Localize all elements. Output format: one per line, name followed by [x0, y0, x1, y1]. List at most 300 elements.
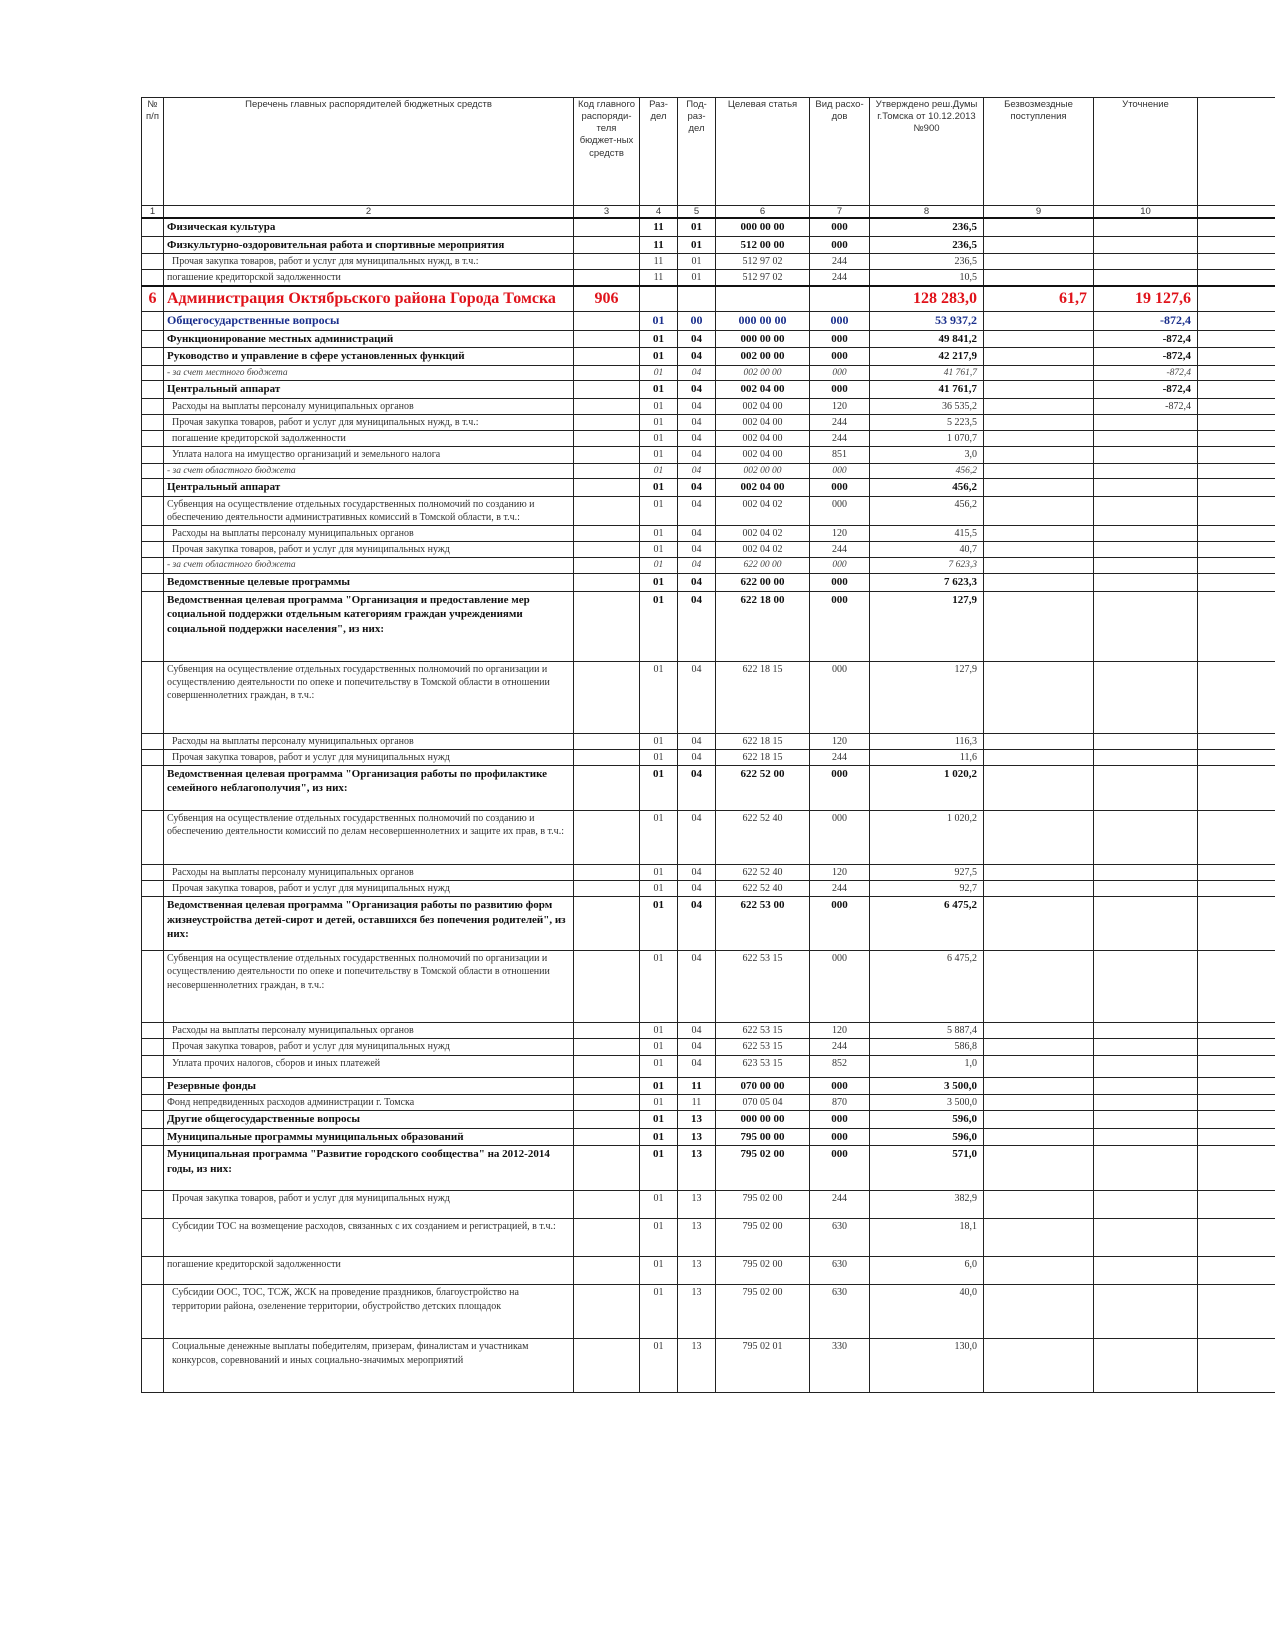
row-num — [142, 864, 164, 880]
table-row — [142, 897, 1275, 951]
row-clarify — [1094, 1077, 1198, 1095]
row-code — [574, 810, 640, 864]
row-approved: 596,0 — [870, 1111, 984, 1129]
row-podrazdel: 04 — [678, 463, 716, 479]
row-podrazdel: 13 — [678, 1257, 716, 1285]
row-vid: 000 — [810, 810, 870, 864]
budget-table — [141, 97, 1275, 1393]
row-num — [142, 591, 164, 661]
row-target: 622 18 00 — [716, 591, 810, 661]
row-razdel: 01 — [640, 398, 678, 414]
row-name: - за счет местного бюджета — [164, 365, 574, 381]
row-vid: 244 — [810, 415, 870, 431]
row-podrazdel: 01 — [678, 254, 716, 270]
row-vid: 244 — [810, 881, 870, 897]
row-target: 002 04 00 — [716, 431, 810, 447]
row-code — [574, 661, 640, 733]
row-name: погашение кредиторской задолженности — [164, 431, 574, 447]
row-extra — [1198, 1077, 1275, 1095]
row-razdel: 01 — [640, 1111, 678, 1129]
row-extra — [1198, 1128, 1275, 1146]
row-vid: 120 — [810, 733, 870, 749]
row-name: Субсидии ООС, ТОС, ТСЖ, ЖСК на проведение праздников, благоустройство на территории района, озеленение территории, обустройство детских площадок — [164, 1285, 574, 1339]
row-razdel: 01 — [640, 1128, 678, 1146]
row-target: 622 53 00 — [716, 897, 810, 951]
header-name: Перечень главных распорядителей бюджетных средств — [164, 98, 574, 206]
row-clarify — [1094, 1257, 1198, 1285]
table-row — [142, 348, 1275, 366]
row-clarify — [1094, 1128, 1198, 1146]
row-name: Функционирование местных администраций — [164, 330, 574, 348]
row-podrazdel: 04 — [678, 733, 716, 749]
row-vid: 000 — [810, 897, 870, 951]
table-row — [142, 218, 1275, 236]
row-approved: 236,5 — [870, 218, 984, 236]
row-vid: 630 — [810, 1285, 870, 1339]
row-clarify — [1094, 881, 1198, 897]
row-razdel: 01 — [640, 765, 678, 810]
row-free — [984, 1039, 1094, 1055]
row-extra — [1198, 254, 1275, 270]
row-code — [574, 1257, 640, 1285]
row-podrazdel: 04 — [678, 479, 716, 497]
row-code — [574, 1077, 640, 1095]
row-num — [142, 348, 164, 366]
row-approved: 596,0 — [870, 1128, 984, 1146]
row-razdel: 01 — [640, 447, 678, 463]
row-podrazdel: 04 — [678, 864, 716, 880]
row-free — [984, 381, 1094, 399]
row-free — [984, 881, 1094, 897]
row-num — [142, 542, 164, 558]
row-podrazdel: 04 — [678, 526, 716, 542]
col-num-1: 1 — [142, 206, 164, 219]
row-target: 002 00 00 — [716, 463, 810, 479]
col-num-3: 3 — [574, 206, 640, 219]
row-free — [984, 526, 1094, 542]
row-razdel: 01 — [640, 1023, 678, 1039]
row-podrazdel: 04 — [678, 447, 716, 463]
row-clarify — [1094, 661, 1198, 733]
table-row — [142, 1219, 1275, 1257]
row-razdel: 01 — [640, 1339, 678, 1393]
table-row — [142, 558, 1275, 574]
row-target: 002 04 00 — [716, 479, 810, 497]
row-num — [142, 1055, 164, 1077]
row-code — [574, 463, 640, 479]
row-clarify: -872,4 — [1094, 398, 1198, 414]
row-razdel: 01 — [640, 330, 678, 348]
row-target: 002 04 02 — [716, 496, 810, 525]
row-clarify — [1094, 733, 1198, 749]
table-row — [142, 1285, 1275, 1339]
row-podrazdel: 04 — [678, 365, 716, 381]
row-num — [142, 1023, 164, 1039]
row-free — [984, 1095, 1094, 1111]
table-row — [142, 270, 1275, 287]
row-num — [142, 1219, 164, 1257]
row-name: Расходы на выплаты персоналу муниципальных органов — [164, 1023, 574, 1039]
row-name: Социальные денежные выплаты победителям, призерам, финалистам и участникам конкурсов, соревнований и иных социально-значимых мероприятий — [164, 1339, 574, 1393]
col-num-8: 8 — [870, 206, 984, 219]
row-free — [984, 810, 1094, 864]
row-podrazdel: 04 — [678, 765, 716, 810]
col-num-7: 7 — [810, 206, 870, 219]
row-approved: 127,9 — [870, 591, 984, 661]
row-approved: 5 223,5 — [870, 415, 984, 431]
row-name: Прочая закупка товаров, работ и услуг для муниципальных нужд, в т.ч.: — [164, 415, 574, 431]
row-free — [984, 431, 1094, 447]
header-approved: Утверждено реш.Думы г.Томска от 10.12.2013 №900 — [870, 98, 984, 206]
row-code — [574, 951, 640, 1023]
row-target: 002 04 02 — [716, 526, 810, 542]
row-free — [984, 270, 1094, 287]
row-clarify — [1094, 1055, 1198, 1077]
row-name: Расходы на выплаты персоналу муниципальных органов — [164, 864, 574, 880]
row-approved: 40,7 — [870, 542, 984, 558]
col-num-2: 2 — [164, 206, 574, 219]
header-target: Целевая статья — [716, 98, 810, 206]
row-razdel: 11 — [640, 218, 678, 236]
row-free — [984, 573, 1094, 591]
row-name: Прочая закупка товаров, работ и услуг для муниципальных нужд — [164, 1191, 574, 1219]
row-num — [142, 526, 164, 542]
row-clarify: -872,4 — [1094, 348, 1198, 366]
row-clarify — [1094, 1339, 1198, 1393]
row-free — [984, 254, 1094, 270]
row-name: Прочая закупка товаров, работ и услуг для муниципальных нужд — [164, 542, 574, 558]
row-clarify — [1094, 463, 1198, 479]
row-name: Расходы на выплаты персоналу муниципальных органов — [164, 398, 574, 414]
row-podrazdel: 04 — [678, 558, 716, 574]
row-target: 622 18 15 — [716, 749, 810, 765]
row-free — [984, 398, 1094, 414]
row-extra — [1198, 286, 1275, 311]
row-free — [984, 765, 1094, 810]
row-extra — [1198, 1055, 1275, 1077]
row-clarify — [1094, 1023, 1198, 1039]
row-podrazdel: 13 — [678, 1339, 716, 1393]
row-free — [984, 236, 1094, 254]
row-free — [984, 951, 1094, 1023]
row-podrazdel: 04 — [678, 1055, 716, 1077]
row-target: 002 04 00 — [716, 447, 810, 463]
table-row — [142, 749, 1275, 765]
row-vid: 244 — [810, 431, 870, 447]
row-approved: 49 841,2 — [870, 330, 984, 348]
table-row — [142, 1146, 1275, 1191]
row-target: 622 53 15 — [716, 1039, 810, 1055]
row-num — [142, 312, 164, 331]
row-num — [142, 365, 164, 381]
org-row — [142, 286, 1275, 311]
row-free — [984, 864, 1094, 880]
row-razdel: 01 — [640, 312, 678, 331]
row-free — [984, 1191, 1094, 1219]
row-num — [142, 1095, 164, 1111]
budget-table-sheet — [141, 97, 1275, 1393]
row-target: 002 00 00 — [716, 365, 810, 381]
row-vid: 244 — [810, 749, 870, 765]
row-extra — [1198, 312, 1275, 331]
row-target — [716, 286, 810, 311]
row-clarify — [1094, 810, 1198, 864]
row-vid: 244 — [810, 1191, 870, 1219]
row-num — [142, 1285, 164, 1339]
row-free — [984, 558, 1094, 574]
row-clarify — [1094, 526, 1198, 542]
row-code — [574, 381, 640, 399]
row-approved: 927,5 — [870, 864, 984, 880]
row-approved: 11,6 — [870, 749, 984, 765]
row-approved: 6 475,2 — [870, 951, 984, 1023]
row-code — [574, 431, 640, 447]
row-target: 622 00 00 — [716, 573, 810, 591]
row-podrazdel: 13 — [678, 1285, 716, 1339]
row-free — [984, 1077, 1094, 1095]
row-clarify — [1094, 558, 1198, 574]
row-extra — [1198, 881, 1275, 897]
row-extra — [1198, 1285, 1275, 1339]
row-podrazdel: 04 — [678, 542, 716, 558]
header-row — [142, 98, 1275, 206]
row-podrazdel: 04 — [678, 573, 716, 591]
table-row — [142, 463, 1275, 479]
row-vid: 120 — [810, 864, 870, 880]
row-vid: 000 — [810, 558, 870, 574]
row-razdel: 01 — [640, 1146, 678, 1191]
row-podrazdel: 13 — [678, 1219, 716, 1257]
row-free — [984, 1285, 1094, 1339]
column-number-row — [142, 206, 1275, 219]
row-razdel: 01 — [640, 479, 678, 497]
row-num — [142, 765, 164, 810]
row-approved: 128 283,0 — [870, 286, 984, 311]
row-target: 000 00 00 — [716, 1111, 810, 1129]
row-vid: 000 — [810, 381, 870, 399]
row-razdel: 01 — [640, 1077, 678, 1095]
row-vid: 851 — [810, 447, 870, 463]
row-clarify — [1094, 431, 1198, 447]
row-code — [574, 236, 640, 254]
row-podrazdel: 04 — [678, 897, 716, 951]
row-extra — [1198, 897, 1275, 951]
row-clarify — [1094, 765, 1198, 810]
row-target: 002 04 02 — [716, 542, 810, 558]
row-clarify — [1094, 573, 1198, 591]
row-vid: 244 — [810, 254, 870, 270]
row-vid: 120 — [810, 526, 870, 542]
row-extra — [1198, 733, 1275, 749]
row-free — [984, 330, 1094, 348]
row-target: 622 52 40 — [716, 864, 810, 880]
row-vid: 000 — [810, 1077, 870, 1095]
table-row — [142, 864, 1275, 880]
row-num — [142, 1191, 164, 1219]
row-code — [574, 312, 640, 331]
row-code — [574, 1039, 640, 1055]
row-approved: 18,1 — [870, 1219, 984, 1257]
row-razdel: 01 — [640, 864, 678, 880]
row-name: - за счет областного бюджета — [164, 463, 574, 479]
row-podrazdel: 04 — [678, 348, 716, 366]
row-extra — [1198, 810, 1275, 864]
row-approved: 3 500,0 — [870, 1077, 984, 1095]
row-podrazdel: 11 — [678, 1077, 716, 1095]
row-approved: 456,2 — [870, 479, 984, 497]
row-free — [984, 1146, 1094, 1191]
row-approved: 41 761,7 — [870, 365, 984, 381]
row-code — [574, 496, 640, 525]
row-free — [984, 365, 1094, 381]
row-approved: 92,7 — [870, 881, 984, 897]
row-num — [142, 236, 164, 254]
row-clarify — [1094, 591, 1198, 661]
row-free — [984, 897, 1094, 951]
row-razdel: 01 — [640, 542, 678, 558]
row-vid: 000 — [810, 330, 870, 348]
row-name: Руководство и управление в сфере установленных функций — [164, 348, 574, 366]
row-vid: 000 — [810, 312, 870, 331]
col-num-10: 10 — [1094, 206, 1198, 219]
row-num — [142, 1077, 164, 1095]
row-num — [142, 558, 164, 574]
table-row — [142, 365, 1275, 381]
row-vid: 244 — [810, 1039, 870, 1055]
row-name: Ведомственная целевая программа "Организация работы по развитию форм жизнеустройства детей-сирот и детей, оставшихся без попечения родителей", из них: — [164, 897, 574, 951]
row-num — [142, 749, 164, 765]
table-row — [142, 526, 1275, 542]
row-vid: 000 — [810, 463, 870, 479]
row-extra — [1198, 558, 1275, 574]
row-approved: 1,0 — [870, 1055, 984, 1077]
row-code — [574, 733, 640, 749]
row-name: Прочая закупка товаров, работ и услуг для муниципальных нужд — [164, 749, 574, 765]
row-vid: 330 — [810, 1339, 870, 1393]
row-name: Общегосударственные вопросы — [164, 312, 574, 331]
row-podrazdel: 04 — [678, 749, 716, 765]
row-extra — [1198, 348, 1275, 366]
row-name: Фонд непредвиденных расходов администрации г. Томска — [164, 1095, 574, 1111]
row-approved: 6 475,2 — [870, 897, 984, 951]
row-code — [574, 398, 640, 414]
row-razdel: 11 — [640, 236, 678, 254]
header-clarify: Уточнение — [1094, 98, 1198, 206]
row-code — [574, 270, 640, 287]
row-vid: 000 — [810, 496, 870, 525]
row-num — [142, 254, 164, 270]
row-target: 795 02 00 — [716, 1191, 810, 1219]
row-approved: 6,0 — [870, 1257, 984, 1285]
row-extra — [1198, 1219, 1275, 1257]
row-extra — [1198, 236, 1275, 254]
row-target: 795 00 00 — [716, 1128, 810, 1146]
row-razdel: 01 — [640, 381, 678, 399]
row-num — [142, 1339, 164, 1393]
row-razdel: 01 — [640, 733, 678, 749]
row-extra — [1198, 463, 1275, 479]
row-approved: 41 761,7 — [870, 381, 984, 399]
row-num — [142, 218, 164, 236]
row-target: 622 53 15 — [716, 951, 810, 1023]
row-approved: 10,5 — [870, 270, 984, 287]
row-podrazdel: 13 — [678, 1128, 716, 1146]
row-free — [984, 463, 1094, 479]
row-vid: 244 — [810, 270, 870, 287]
row-num — [142, 381, 164, 399]
row-free — [984, 479, 1094, 497]
row-vid: 000 — [810, 573, 870, 591]
row-target: 623 53 15 — [716, 1055, 810, 1077]
row-target: 002 04 00 — [716, 398, 810, 414]
row-extra — [1198, 270, 1275, 287]
row-approved: 42 217,9 — [870, 348, 984, 366]
row-code — [574, 1111, 640, 1129]
row-code — [574, 1146, 640, 1191]
table-row — [142, 733, 1275, 749]
header-podrazdel: Под-раз-дел — [678, 98, 716, 206]
row-approved: 1 070,7 — [870, 431, 984, 447]
row-target: 622 00 00 — [716, 558, 810, 574]
table-row — [142, 479, 1275, 497]
row-target: 622 53 15 — [716, 1023, 810, 1039]
table-row — [142, 1339, 1275, 1393]
row-extra — [1198, 381, 1275, 399]
row-num — [142, 1146, 164, 1191]
row-num — [142, 733, 164, 749]
row-code — [574, 1023, 640, 1039]
row-approved: 3,0 — [870, 447, 984, 463]
row-approved: 415,5 — [870, 526, 984, 542]
row-target: 512 00 00 — [716, 236, 810, 254]
row-target: 002 00 00 — [716, 348, 810, 366]
row-free — [984, 312, 1094, 331]
row-clarify — [1094, 1285, 1198, 1339]
row-vid: 000 — [810, 661, 870, 733]
row-clarify — [1094, 236, 1198, 254]
col-num-5: 5 — [678, 206, 716, 219]
row-target: 002 04 00 — [716, 381, 810, 399]
row-vid: 000 — [810, 479, 870, 497]
row-razdel: 01 — [640, 415, 678, 431]
row-approved: 3 500,0 — [870, 1095, 984, 1111]
row-extra — [1198, 496, 1275, 525]
row-target: 622 52 40 — [716, 810, 810, 864]
row-extra — [1198, 398, 1275, 414]
row-num — [142, 881, 164, 897]
row-clarify — [1094, 479, 1198, 497]
row-target: 795 02 00 — [716, 1146, 810, 1191]
row-num — [142, 463, 164, 479]
header-num: № п/п — [142, 98, 164, 206]
table-row — [142, 312, 1275, 331]
row-code — [574, 897, 640, 951]
row-razdel: 01 — [640, 1039, 678, 1055]
row-vid: 244 — [810, 542, 870, 558]
row-target: 622 52 00 — [716, 765, 810, 810]
table-row — [142, 573, 1275, 591]
row-free — [984, 1023, 1094, 1039]
row-target: 795 02 00 — [716, 1219, 810, 1257]
row-podrazdel: 04 — [678, 1039, 716, 1055]
row-target: 512 97 02 — [716, 254, 810, 270]
row-approved: 1 020,2 — [870, 810, 984, 864]
row-extra — [1198, 1023, 1275, 1039]
row-podrazdel: 04 — [678, 431, 716, 447]
row-vid: 000 — [810, 1111, 870, 1129]
table-row — [142, 1095, 1275, 1111]
row-extra — [1198, 330, 1275, 348]
